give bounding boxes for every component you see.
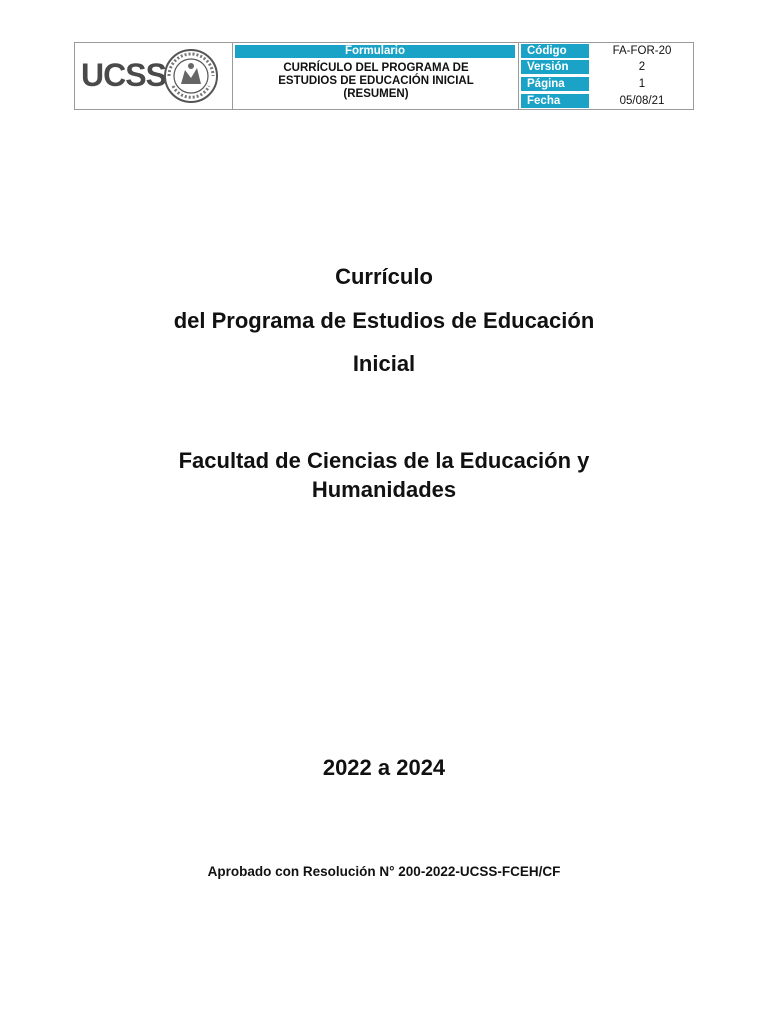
main-title-line-2: del Programa de Estudios de Educación [173, 308, 595, 333]
document-title-line: (RESUMEN) [343, 88, 409, 100]
meta-row-version [519, 59, 693, 75]
meta-key: Código [521, 44, 589, 58]
period-years: 2022 a 2024 [322, 755, 446, 780]
document-title-line: ESTUDIOS DE EDUCACIÓN INICIAL [278, 75, 474, 87]
meta-row-codigo [519, 43, 693, 59]
meta-key: Versión [521, 60, 589, 74]
faculty-line-1: Facultad de Ciencias de la Educación y [178, 448, 590, 473]
main-title-line-3: Inicial [352, 351, 416, 376]
meta-value: FA-FOR-20 [612, 45, 672, 57]
title-cell [233, 43, 519, 109]
meta-key: Fecha [521, 94, 589, 108]
faculty-name [0, 446, 768, 504]
main-title-line-1: Currículo [335, 264, 433, 289]
meta-key: Página [521, 77, 589, 91]
document-title-line: CURRÍCULO DEL PROGRAMA DE [283, 62, 469, 74]
university-logo: UCSS [81, 57, 166, 93]
university-seal-icon [163, 48, 219, 104]
form-label: Formulario [235, 45, 515, 58]
meta-row-pagina [519, 76, 693, 92]
logo-cell [75, 43, 233, 109]
meta-value: 1 [638, 78, 646, 90]
document-meta [519, 43, 693, 109]
document-header [74, 42, 694, 110]
document-title [233, 62, 519, 101]
meta-row-fecha [519, 93, 693, 109]
faculty-line-2: Humanidades [311, 477, 457, 502]
approval-resolution: Aprobado con Resolución N° 200-2022-UCSS-FCEH/CF [207, 864, 561, 879]
meta-value: 05/08/21 [619, 95, 665, 107]
meta-value: 2 [638, 61, 646, 73]
